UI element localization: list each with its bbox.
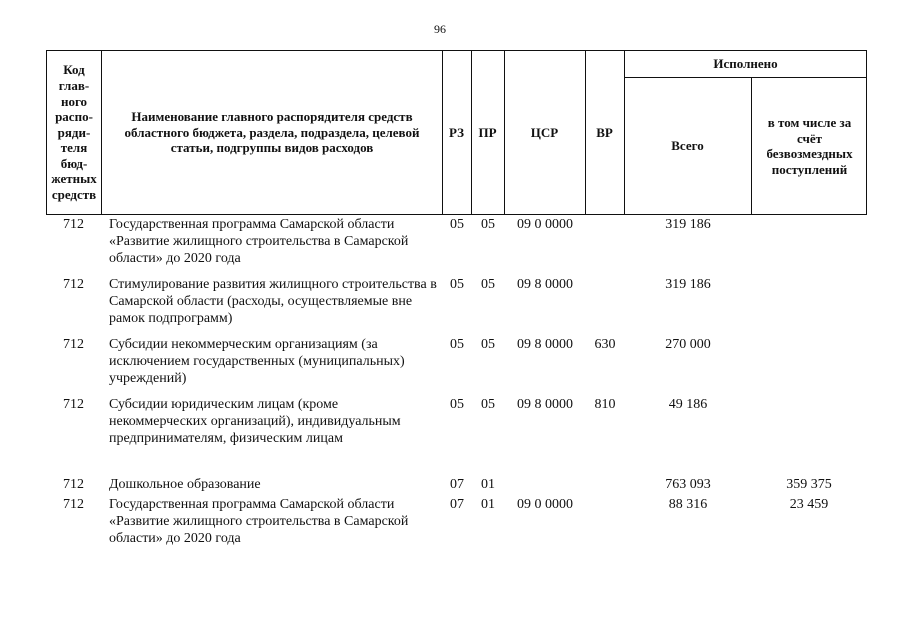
row-code: 712 xyxy=(63,277,84,292)
row-total: 763 093 xyxy=(665,477,711,492)
row-csr: 09 8 0000 xyxy=(517,337,573,352)
row-csr: 09 8 0000 xyxy=(517,397,573,412)
row-vr: 630 xyxy=(594,337,616,352)
row-rz: 07 xyxy=(450,477,464,492)
header-rz: РЗ xyxy=(449,124,464,140)
row-name: Государственная программа Самарской области «Развитие жилищного строительства в Самарской области» до 2020 года xyxy=(109,217,409,266)
row-free: 359 375 xyxy=(786,477,832,492)
row-rz: 05 xyxy=(450,337,464,352)
row-csr: 09 0 0000 xyxy=(517,217,573,232)
row-rz: 05 xyxy=(450,217,464,232)
header-vr: ВР xyxy=(596,124,613,140)
row-pr: 05 xyxy=(481,277,495,292)
row-pr: 01 xyxy=(481,497,495,512)
row-pr: 05 xyxy=(481,217,495,232)
row-pr: 01 xyxy=(481,477,495,492)
row-name: Стимулирование развития жилищного строительства в Самарской области (расходы, осуществляемые вне рамок подпрограмм) xyxy=(109,277,437,326)
row-code: 712 xyxy=(63,497,84,512)
row-total: 88 316 xyxy=(668,497,708,512)
row-rz: 05 xyxy=(450,277,464,292)
row-code: 712 xyxy=(63,217,84,232)
row-name: Субсидии юридическим лицам (кроме некоммерческих организаций), индивидуальным предпринимателям, физическим лицам xyxy=(109,397,401,446)
row-pr: 05 xyxy=(481,397,495,412)
row-csr: 09 0 0000 xyxy=(517,497,573,512)
page-number: 96 xyxy=(434,22,446,36)
header-including: в том числе за счёт безвозмездных поступлений xyxy=(766,115,853,177)
row-total: 319 186 xyxy=(665,277,711,292)
row-rz: 05 xyxy=(450,397,464,412)
row-vr: 810 xyxy=(594,397,616,412)
header-name: Наименование главного распорядителя средств областного бюджета, раздела, подраздела, целевой статьи, подгруппы видов расходов xyxy=(124,109,420,156)
row-rz: 07 xyxy=(450,497,464,512)
row-csr: 09 8 0000 xyxy=(517,277,573,292)
row-pr: 05 xyxy=(481,337,495,352)
row-code: 712 xyxy=(63,397,84,412)
header-pr: ПР xyxy=(478,124,497,140)
header-csr: ЦСР xyxy=(530,124,559,140)
row-name: Дошкольное образование xyxy=(109,477,261,492)
row-name: Субсидии некоммерческим организациям (за исключением государственных (муниципальных) учреждений) xyxy=(109,337,405,386)
header-executed: Исполнено xyxy=(713,56,778,72)
row-total: 49 186 xyxy=(668,397,708,412)
header-total: Всего xyxy=(671,138,704,154)
header-code: Код глав- ного распо- ряди- теля бюд- жетных средств xyxy=(51,62,97,203)
row-code: 712 xyxy=(63,337,84,352)
row-free: 23 459 xyxy=(789,497,829,512)
row-code: 712 xyxy=(63,477,84,492)
row-total: 319 186 xyxy=(665,217,711,232)
row-total: 270 000 xyxy=(665,337,711,352)
row-name: Государственная программа Самарской области «Развитие жилищного строительства в Самарской области» до 2020 года xyxy=(109,497,409,546)
